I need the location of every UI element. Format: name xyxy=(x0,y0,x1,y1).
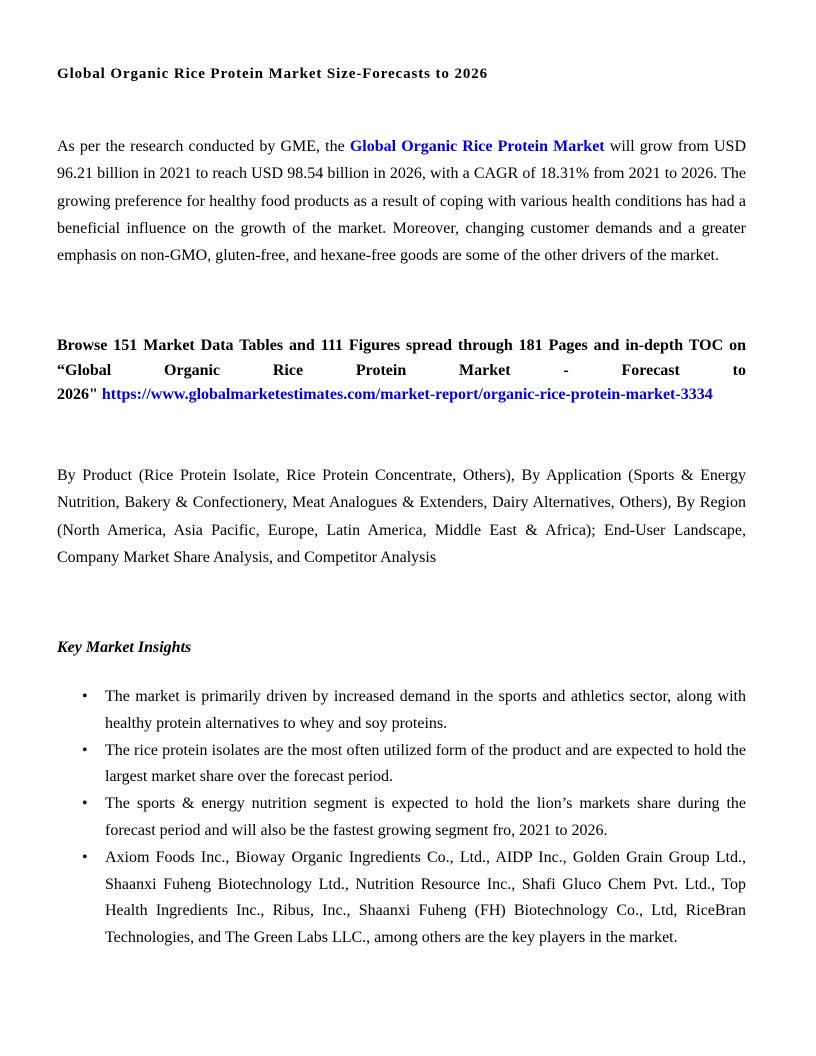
insights-list xyxy=(57,684,746,952)
intro-text-before: As per the research conducted by GME, the xyxy=(57,138,350,155)
list-item xyxy=(57,791,746,845)
list-item xyxy=(57,684,746,738)
intro-text-after: will grow from USD 96.21 billion in 2021 to reach USD 98.54 billion in 2026, with a CAGR of 18.31% from 2021 to 2026. The growing preference for healthy food products as a result of coping with various health conditions has had a beneficial influence on the growth of the market. Moreover, changing customer demands and a greater emphasis on non-GMO, gluten-free, and hexane-free goods are some of the other drivers of the market. xyxy=(57,138,746,265)
bullet-icon: • xyxy=(82,795,88,813)
browse-line-2: “Global Organic Rice Protein Market - Forecast to xyxy=(57,361,746,379)
bullet-icon: • xyxy=(82,848,88,866)
bullet-icon: • xyxy=(82,688,88,705)
segmentation-paragraph: By Product (Rice Protein Isolate, Rice Protein Concentrate, Others), By Application (Sports & Energy Nutrition, Bakery & Confectionery, Meat Analogues & Extenders, Dairy Alternatives, Others), By Region (North America, Asia Pacific, Europe, Latin America, Middle East & Africa); End-User Landscape, Company Market Share Analysis, and Competitor Analysis xyxy=(57,467,746,566)
report-url-link[interactable]: https://www.globalmarketestimates.com/market-report/organic-rice-protein-market-3334 xyxy=(101,386,713,403)
page-title: Global Organic Rice Protein Market Size-Forecasts to 2026 xyxy=(57,66,489,82)
list-item xyxy=(57,845,746,952)
market-link[interactable]: Global Organic Rice Protein Market xyxy=(349,138,605,155)
list-item-text: Axiom Foods Inc., Bioway Organic Ingredients Co., Ltd., AIDP Inc., Golden Grain Group Ltd., Shaanxi Fuheng Biotechnology Ltd., Nutrition Resource Inc., Shafi Gluco Chem Pvt. Ltd., Top Health Ingredients Inc., Ribus, Inc., Shaanxi Fuheng (FH) Biotechnology Co., Ltd, RiceBran Technologies, and The Green Labs LLC., among others are the key players in the market. xyxy=(105,848,746,947)
intro-paragraph xyxy=(57,133,746,269)
browse-line-1: Browse 151 Market Data Tables and 111 Figures spread through 181 Pages and in-depth TOC on xyxy=(57,337,746,354)
list-item-text: The sports & energy nutrition segment is expected to hold the lion’s markets share during the forecast period and will also be the fastest growing segment fro, 2021 to 2026. xyxy=(105,795,746,839)
browse-line-3-prefix: 2026" xyxy=(57,386,102,403)
key-insights-heading: Key Market Insights xyxy=(57,639,192,656)
list-item-text: The rice protein isolates are the most often utilized form of the product and are expected to hold the largest market share over the forecast period. xyxy=(105,741,746,786)
list-item-text: The market is primarily driven by increased demand in the sports and athletics sector, along with healthy protein alternatives to whey and soy proteins. xyxy=(105,688,746,732)
bullet-icon: • xyxy=(82,741,88,759)
list-item xyxy=(57,738,746,792)
browse-paragraph xyxy=(57,334,746,408)
